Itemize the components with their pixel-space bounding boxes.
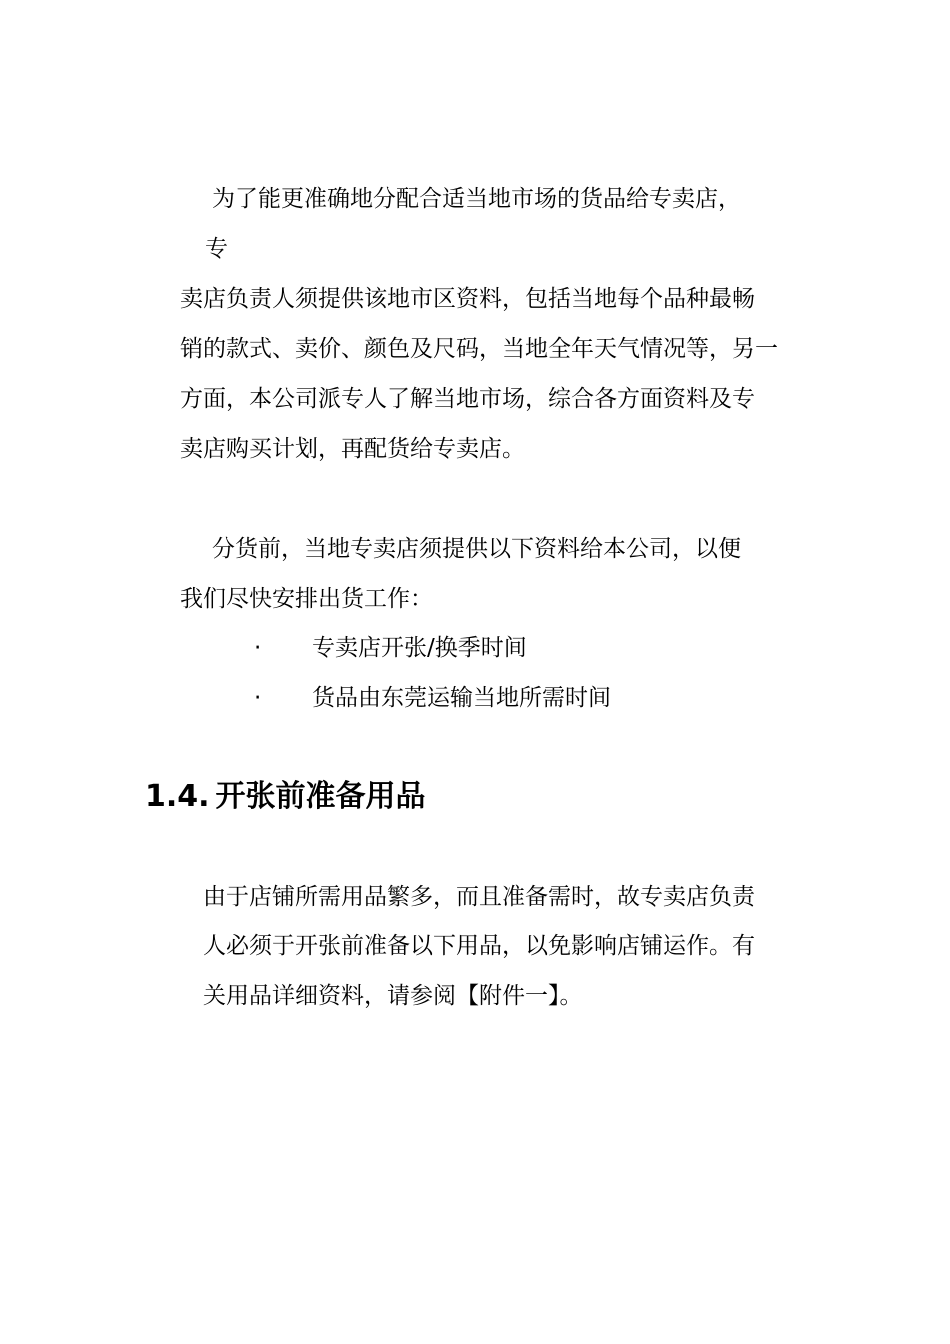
paragraph-3-line-2: 人必须于开张前准备以下用品，以免影响店铺运作。有 [203, 933, 755, 959]
paragraph-2-line-1: 分货前，当地专卖店须提供以下资料给本公司，以便 [212, 536, 741, 562]
paragraph-3-line-3: 关用品详细资料，请参阅【附件一】。 [203, 983, 583, 1009]
section-heading [145, 778, 426, 816]
paragraph-1-line-3: 卖店负责人须提供该地市区资料，包括当地每个品种最畅 [180, 286, 755, 312]
paragraph-1-line-5: 方面，本公司派专人了解当地市场，综合各方面资料及专 [180, 386, 755, 412]
bullet-item-text: 货品由东莞运输当地所需时间 [312, 685, 611, 711]
paragraph-3-line-1: 由于店铺所需用品繁多，而且准备需时，故专卖店负责 [203, 884, 755, 910]
paragraph-1-line-2: 专 [205, 236, 228, 262]
paragraph-1-line-4: 销的款式、卖价、颜色及尺码，当地全年天气情况等，另一 [180, 336, 778, 362]
paragraph-1-line-1: 为了能更准确地分配合适当地市场的货品给专卖店， [212, 186, 741, 212]
bullet-item-text: 专卖店开张/换季时间 [312, 635, 527, 661]
bullet-mark: · [254, 685, 262, 711]
paragraph-2-line-2: 我们尽快安排出货工作： [180, 586, 433, 612]
bullet-mark: · [254, 635, 262, 661]
section-number: 1.4. [145, 779, 210, 814]
section-title: 开张前准备用品 [215, 779, 426, 814]
paragraph-1-line-6: 卖店购买计划，再配货给专卖店。 [180, 436, 525, 462]
